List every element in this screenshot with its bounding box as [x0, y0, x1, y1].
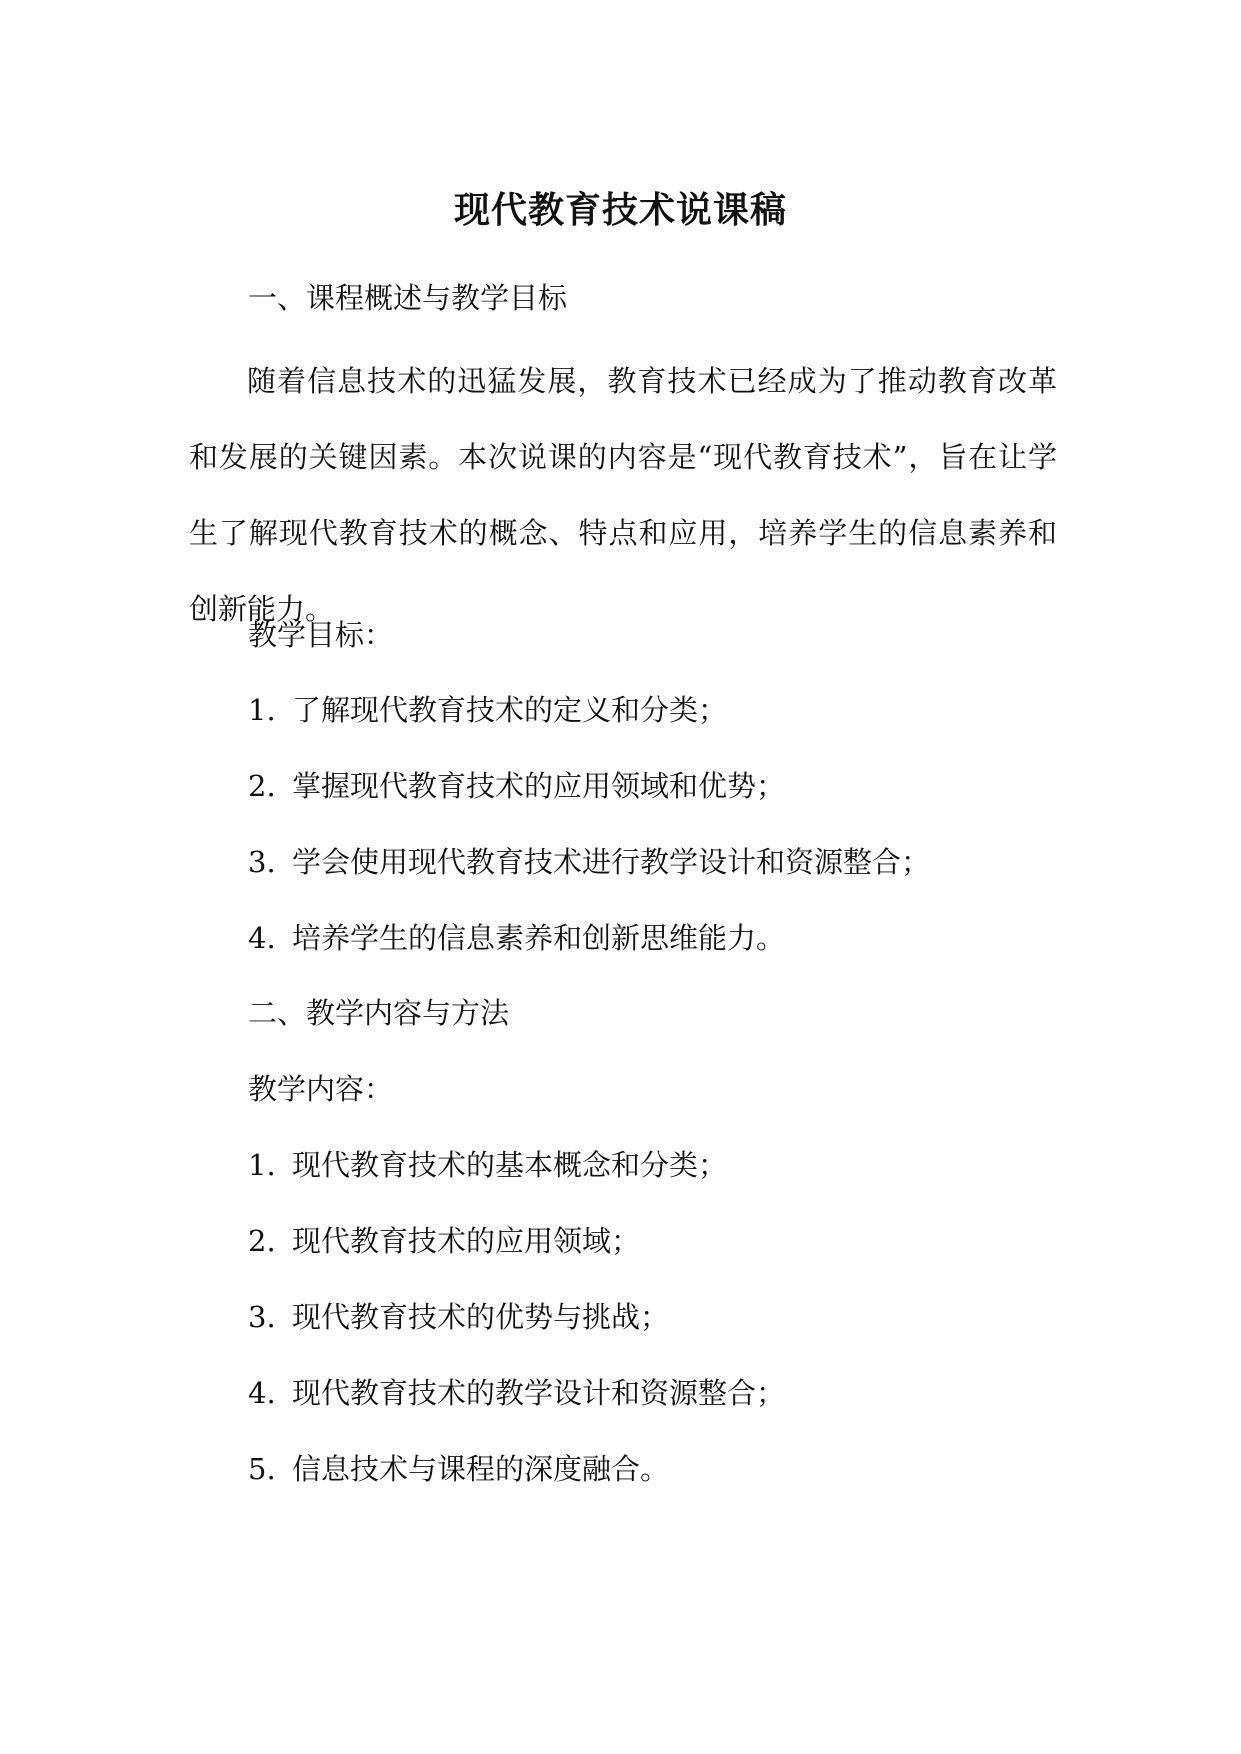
goal-number: 2.	[248, 769, 276, 803]
content-item	[248, 1221, 640, 1261]
content-text: 现代教育技术的优势与挑战；	[292, 1300, 670, 1334]
content-item	[248, 1449, 669, 1489]
goal-text: 掌握现代教育技术的应用领域和优势；	[292, 769, 786, 803]
goal-text: 学会使用现代教育技术进行教学设计和资源整合；	[292, 845, 931, 879]
goal-item	[248, 766, 785, 806]
goal-text: 了解现代教育技术的定义和分类；	[292, 693, 728, 727]
content-number: 4.	[248, 1376, 276, 1410]
content-text: 信息技术与课程的深度融合。	[292, 1452, 670, 1486]
content-item	[248, 1145, 727, 1185]
content-text: 现代教育技术的教学设计和资源整合；	[292, 1376, 786, 1410]
content-label: 教学内容：	[248, 1072, 394, 1106]
goal-number: 4.	[248, 921, 276, 955]
content-item	[248, 1373, 785, 1413]
content-number: 2.	[248, 1224, 276, 1258]
section1-heading: 一、课程概述与教学目标	[248, 281, 568, 315]
goal-text: 培养学生的信息素养和创新思维能力。	[292, 921, 786, 955]
section1-paragraph: 随着信息技术的迅猛发展，教育技术已经成为了推动教育改革和发展的关键因素。本次说课的内容是“现代教育技术”，旨在让学生了解现代教育技术的概念、特点和应用，培养学生的信息素养和创新能力。	[189, 364, 1057, 626]
goal-item	[248, 918, 785, 958]
document-title: 现代教育技术说课稿	[453, 189, 787, 231]
content-number: 1.	[248, 1148, 276, 1182]
section2-heading: 二、教学内容与方法	[248, 996, 510, 1030]
goal-number: 3.	[248, 845, 276, 879]
goals-label: 教学目标：	[248, 618, 394, 652]
goal-number: 1.	[248, 693, 276, 727]
content-number: 3.	[248, 1300, 276, 1334]
content-text: 现代教育技术的基本概念和分类；	[292, 1148, 728, 1182]
goal-item	[248, 690, 727, 730]
content-item	[248, 1297, 669, 1337]
goal-item	[248, 842, 930, 882]
content-number: 5.	[248, 1452, 276, 1486]
content-text: 现代教育技术的应用领域；	[292, 1224, 641, 1258]
